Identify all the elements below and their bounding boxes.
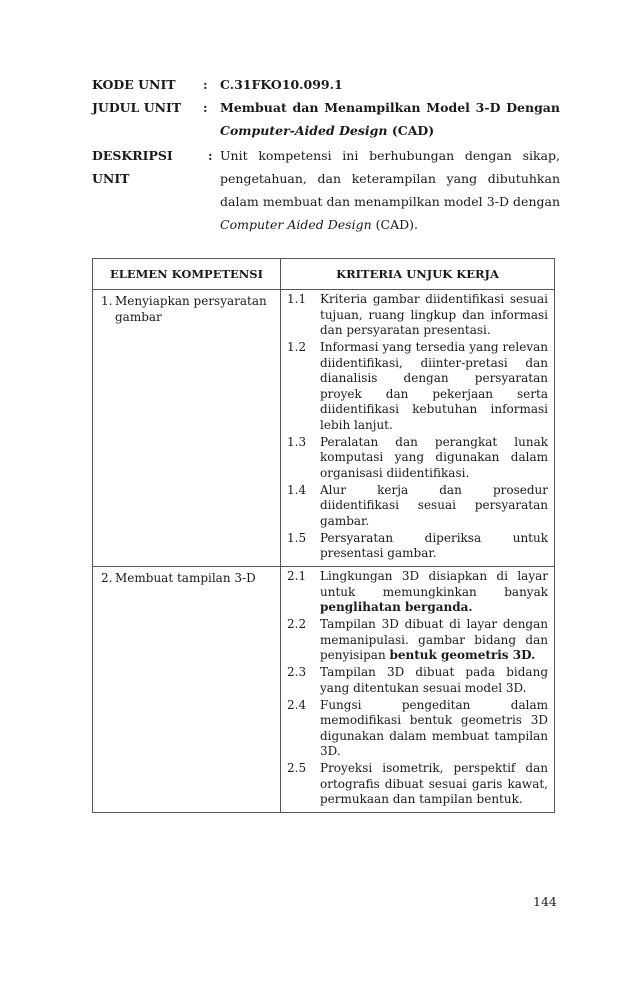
deskripsi-unit-label: DESKRIPSI UNIT [92,148,173,186]
criteria-item: 1.5 Persyaratan diperiksa untuk presentasi gambar. [287,530,548,560]
kode-unit-label: KODE UNIT [92,77,176,92]
criteria-item: 1.1 Kriteria gambar diidentifikasi sesuai tujuan, ruang lingkup dan informasi dan persyaratan presentasi. [287,292,548,337]
judul-unit-value [220,96,560,119]
criteria-item: 2.2 Tampilan 3D dibuat di layar dengan memanipulasi. gambar bidang dan penyisipan bentuk geometris 3D. [287,617,548,662]
judul-unit-row [92,96,560,119]
judul-suffix: (CAD) [387,123,435,138]
criteria-item: 1.4 Alur kerja dan prosedur diidentifikasi sesuai persyaratan gambar. [287,482,548,528]
element-cell [93,290,281,567]
criteria-cell [281,290,555,567]
element-number: 1. [101,294,113,308]
kode-unit-row [92,73,560,96]
judul-line2 [220,119,560,142]
criteria-item: 2.3 Tampilan 3D dibuat pada bidang yang ditentukan sesuai model 3D. [287,665,548,695]
judul-unit-label: JUDUL UNIT [92,100,182,115]
judul-unit-row-2 [92,119,560,142]
table-row [93,567,555,813]
deskripsi-italic: Computer Aided Design [220,217,372,232]
colon: : [203,77,208,92]
colon: : [203,100,208,115]
unit-header [92,73,560,236]
judul-italic: Computer-Aided Design [220,123,388,138]
kode-unit-value: C.31FKO10.099.1 [220,77,343,92]
criteria-item: 2.5 Proyeksi isometrik, perspektif dan ortografis dibuat sesuai garis kawat, permukaan dan tampilan bentuk. [287,761,548,806]
header-kriteria-unjuk-kerja: KRITERIA UNJUK KERJA [281,259,555,290]
deskripsi-main: Unit kompetensi ini berhubungan dengan sikap, pengetahuan, dan keterampilan yang dibutuhkan dalam membuat dan menampilkan model 3-D dengan [220,148,560,209]
header-elemen-kompetensi: ELEMEN KOMPETENSI [93,259,281,290]
table-header-row [93,259,555,290]
criteria-item: 1.3 Peralatan dan perangkat lunak komputasi yang digunakan dalam organisasi diidentifikasi. [287,434,548,480]
element-cell [93,567,281,813]
criteria-item: 1.2 Informasi yang tersedia yang relevan diidentifikasi, diinter-pretasi dan dianalisis dengan persyaratan proyek dan pekerjaan serta diidentifikasi kebutuhan informasi lebih lanjut. [287,340,548,432]
deskripsi-unit-row [92,144,560,236]
criteria-item: 2.1 Lingkungan 3D disiapkan di layar untuk memungkinkan banyak penglihatan berganda. [287,569,548,614]
element-text: Menyiapkan persyaratan gambar [115,294,267,324]
deskripsi-suffix: (CAD). [371,217,418,232]
deskripsi-unit-value [220,144,560,236]
competency-table [92,258,555,813]
judul-line1: Membuat dan Menampilkan Model 3-D Dengan [220,100,560,115]
table-row [93,290,555,567]
element-text: Membuat tampilan 3-D [115,571,256,585]
page-number: 144 [533,894,557,909]
colon: : [208,148,213,163]
criteria-item: 2.4 Fungsi pengeditan dalam memodifikasi bentuk geometris 3D digunakan dalam membuat tampilan 3D. [287,697,548,758]
element-number: 2. [101,571,113,585]
criteria-cell [281,567,555,813]
